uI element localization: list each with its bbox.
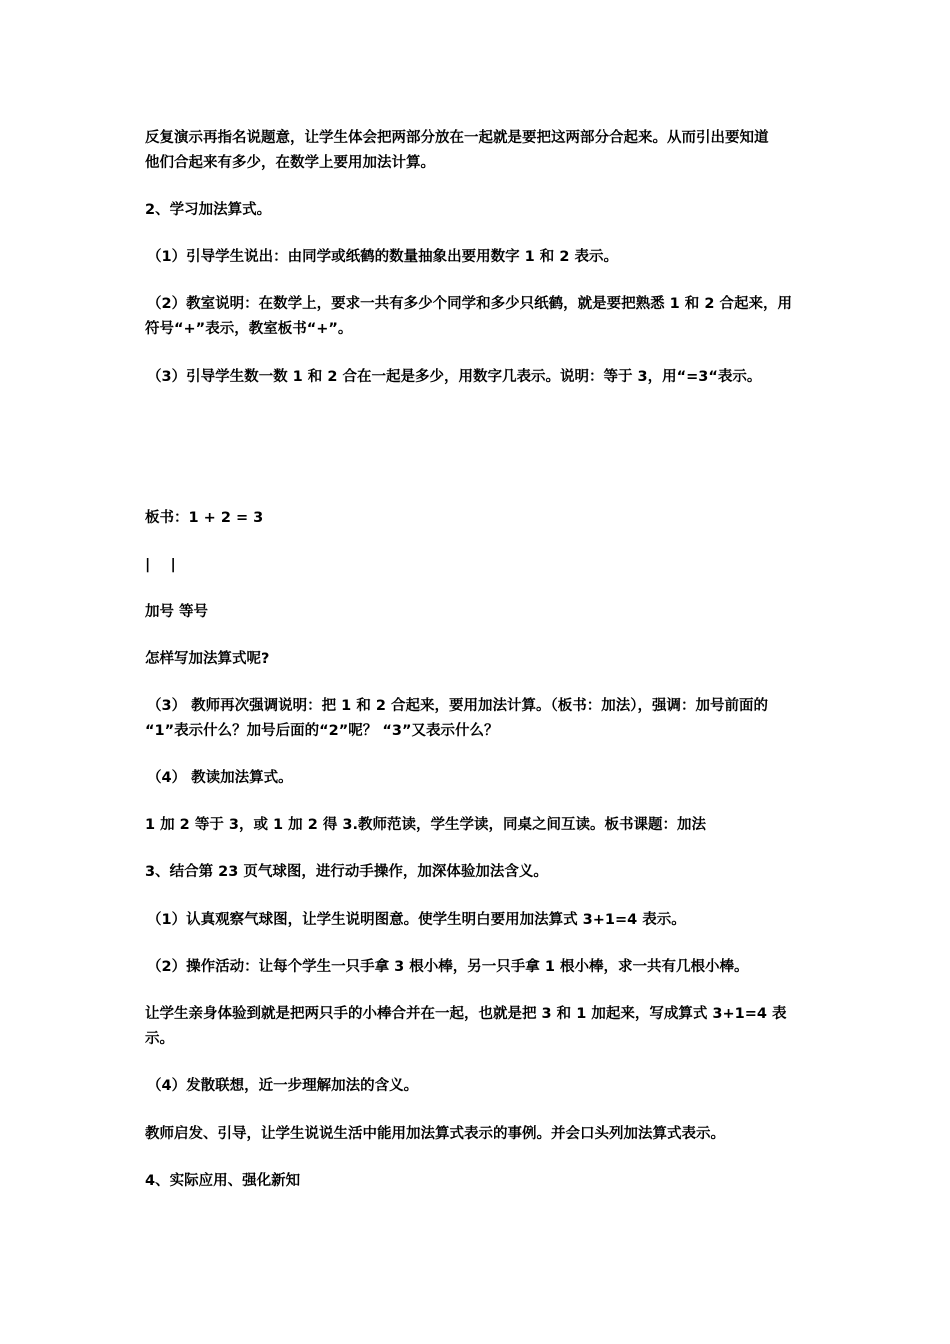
paragraph-demo-line-1: 反复演示再指名说题意，让学生体会把两部分放在一起就是要把这两部分合起来。从而引出要知道: [145, 130, 769, 146]
board-formula: 板书：1 + 2 = 3: [145, 510, 264, 526]
step-3-text: （3）引导学生数一数 1 和 2 合在一起是多少，用数字几表示。说明：等于 3，用“=3“表示。: [147, 369, 762, 385]
reading-text: 1 加 2 等于 3，或 1 加 2 得 3.教师范读，学生学读，同桌之间互读。板书课题：加法: [145, 817, 706, 833]
step-2-text-line-1: （2）教室说明：在数学上，要求一共有多少个同学和多少只纸鹤，就是要把熟悉 1 和 2 合起来，用: [147, 296, 792, 312]
activity-1-text: （1）认真观察气球图，让学生说明图意。使学生明白要用加法算式 3+1=4 表示。: [147, 912, 686, 928]
section-heading-3: 3、结合第 23 页气球图，进行动手操作，加深体验加法含义。: [145, 864, 548, 880]
step-3b-text-line-1: （3） 教师再次强调说明：把 1 和 2 合起来，要用加法计算。（板书：加法），强调：加号前面的: [147, 698, 769, 714]
guide-text: 教师启发、引导，让学生说说生活中能用加法算式表示的事例。并会口头列加法算式表示。: [145, 1126, 725, 1142]
activity-4-text: （4）发散联想，近一步理解加法的含义。: [147, 1078, 419, 1094]
experience-text-line-1: 让学生亲身体验到就是把两只手的小棒合并在一起，也就是把 3 和 1 加起来，写成算式 3+1=4 表: [145, 1006, 787, 1022]
step-3b-text-line-2: “1”表示什么？加号后面的“2”呢？ “3”又表示什么？: [145, 723, 499, 739]
section-heading-4: 4、实际应用、强化新知: [145, 1173, 301, 1189]
board-labels: 加号 等号: [145, 604, 209, 620]
experience-text-line-2: 示。: [145, 1031, 174, 1047]
step-4-text: （4） 教读加法算式。: [147, 770, 293, 786]
section-heading-2: 2、学习加法算式。: [145, 202, 272, 218]
step-1-text: （1）引导学生说出：由同学或纸鹤的数量抽象出要用数字 1 和 2 表示。: [147, 249, 618, 265]
step-2-text-line-2: 符号“+”表示，教室板书“+”。: [145, 321, 353, 337]
activity-2-text: （2）操作活动：让每个学生一只手拿 3 根小棒，另一只手拿 1 根小棒，求一共有几根小棒。: [147, 959, 749, 975]
question-text: 怎样写加法算式呢?: [145, 651, 270, 667]
board-marks: | |: [145, 557, 176, 573]
paragraph-demo-line-2: 他们合起来有多少，在数学上要用加法计算。: [145, 155, 435, 171]
